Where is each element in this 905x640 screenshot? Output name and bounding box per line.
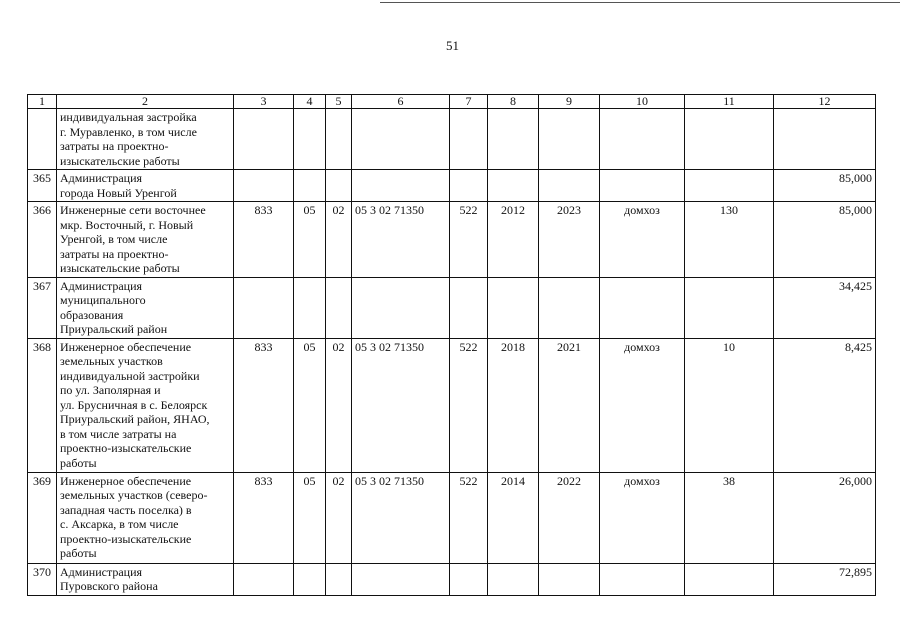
table-row <box>28 170 876 202</box>
object-name: Инженерное обеспечение земельных участков индивидуальной застройки по ул. Заполярная и ул. Брусничная в с. Белоярск Приуральский район, ЯНАО, в том числе затраты на проектно-изыскательские работы <box>57 338 234 472</box>
capacity: 10 <box>685 338 774 472</box>
target-article <box>352 563 450 595</box>
expense-type <box>450 109 488 170</box>
start-year <box>488 563 539 595</box>
row-number: 369 <box>28 472 57 563</box>
end-year: 2023 <box>539 202 600 278</box>
end-year <box>539 563 600 595</box>
start-year: 2012 <box>488 202 539 278</box>
customer: домхоз <box>600 202 685 278</box>
subsection-code: 02 <box>326 338 352 472</box>
object-name: Администрация Пуровского района <box>57 563 234 595</box>
column-header: 6 <box>352 95 450 109</box>
ministry-code: 833 <box>234 338 294 472</box>
subsection-code <box>326 563 352 595</box>
expense-type: 522 <box>450 472 488 563</box>
budget-table <box>27 94 876 596</box>
customer <box>600 109 685 170</box>
column-header: 10 <box>600 95 685 109</box>
subsection-code <box>326 170 352 202</box>
header-row <box>28 95 876 109</box>
page-number: 51 <box>446 38 459 53</box>
subsection-code: 02 <box>326 202 352 278</box>
object-name: Инженерные сети восточнее мкр. Восточный, г. Новый Уренгой, в том числе затраты на проектно- изыскательские работы <box>57 202 234 278</box>
row-number: 370 <box>28 563 57 595</box>
ministry-code <box>234 170 294 202</box>
end-year: 2021 <box>539 338 600 472</box>
capacity: 38 <box>685 472 774 563</box>
expense-type: 522 <box>450 202 488 278</box>
column-header: 12 <box>774 95 876 109</box>
column-header: 2 <box>57 95 234 109</box>
column-header: 9 <box>539 95 600 109</box>
column-header: 7 <box>450 95 488 109</box>
customer <box>600 170 685 202</box>
target-article: 05 3 02 71350 <box>352 202 450 278</box>
ministry-code <box>234 277 294 338</box>
ministry-code: 833 <box>234 472 294 563</box>
amount: 85,000 <box>774 202 876 278</box>
start-year <box>488 277 539 338</box>
section-code: 05 <box>294 202 326 278</box>
expense-type <box>450 170 488 202</box>
start-year: 2018 <box>488 338 539 472</box>
column-header: 8 <box>488 95 539 109</box>
start-year <box>488 109 539 170</box>
target-article <box>352 277 450 338</box>
amount: 85,000 <box>774 170 876 202</box>
expense-type <box>450 563 488 595</box>
column-header: 3 <box>234 95 294 109</box>
table-row <box>28 277 876 338</box>
object-name: Инженерное обеспечение земельных участков (северо- западная часть поселка) в с. Аксарка, в том числе проектно-изыскательские работы <box>57 472 234 563</box>
subsection-code <box>326 277 352 338</box>
ministry-code <box>234 563 294 595</box>
amount: 34,425 <box>774 277 876 338</box>
ministry-code <box>234 109 294 170</box>
object-name: Администрация муниципального образования Приуральский район <box>57 277 234 338</box>
capacity <box>685 109 774 170</box>
end-year <box>539 277 600 338</box>
table-row <box>28 472 876 563</box>
target-article <box>352 109 450 170</box>
customer: домхоз <box>600 472 685 563</box>
capacity: 130 <box>685 202 774 278</box>
start-year <box>488 170 539 202</box>
object-name: Администрация города Новый Уренгой <box>57 170 234 202</box>
section-code <box>294 109 326 170</box>
ministry-code: 833 <box>234 202 294 278</box>
capacity <box>685 277 774 338</box>
row-number: 368 <box>28 338 57 472</box>
capacity <box>685 563 774 595</box>
amount: 8,425 <box>774 338 876 472</box>
row-number: 365 <box>28 170 57 202</box>
customer <box>600 563 685 595</box>
column-header: 5 <box>326 95 352 109</box>
amount: 26,000 <box>774 472 876 563</box>
customer <box>600 277 685 338</box>
table-row <box>28 109 876 170</box>
column-header: 4 <box>294 95 326 109</box>
table-row <box>28 563 876 595</box>
end-year: 2022 <box>539 472 600 563</box>
subsection-code: 02 <box>326 472 352 563</box>
expense-type: 522 <box>450 338 488 472</box>
section-code: 05 <box>294 472 326 563</box>
column-header: 11 <box>685 95 774 109</box>
section-code <box>294 563 326 595</box>
column-header: 1 <box>28 95 57 109</box>
end-year <box>539 170 600 202</box>
table-row <box>28 202 876 278</box>
amount <box>774 109 876 170</box>
object-name: индивидуальная застройка г. Муравленко, в том числе затраты на проектно- изыскательские работы <box>57 109 234 170</box>
row-number: 366 <box>28 202 57 278</box>
top-border-line <box>380 2 900 3</box>
expense-type <box>450 277 488 338</box>
row-number: 367 <box>28 277 57 338</box>
section-code <box>294 277 326 338</box>
target-article: 05 3 02 71350 <box>352 338 450 472</box>
amount: 72,895 <box>774 563 876 595</box>
capacity <box>685 170 774 202</box>
section-code <box>294 170 326 202</box>
subsection-code <box>326 109 352 170</box>
row-number <box>28 109 57 170</box>
start-year: 2014 <box>488 472 539 563</box>
end-year <box>539 109 600 170</box>
customer: домхоз <box>600 338 685 472</box>
target-article: 05 3 02 71350 <box>352 472 450 563</box>
section-code: 05 <box>294 338 326 472</box>
table-row <box>28 338 876 472</box>
target-article <box>352 170 450 202</box>
